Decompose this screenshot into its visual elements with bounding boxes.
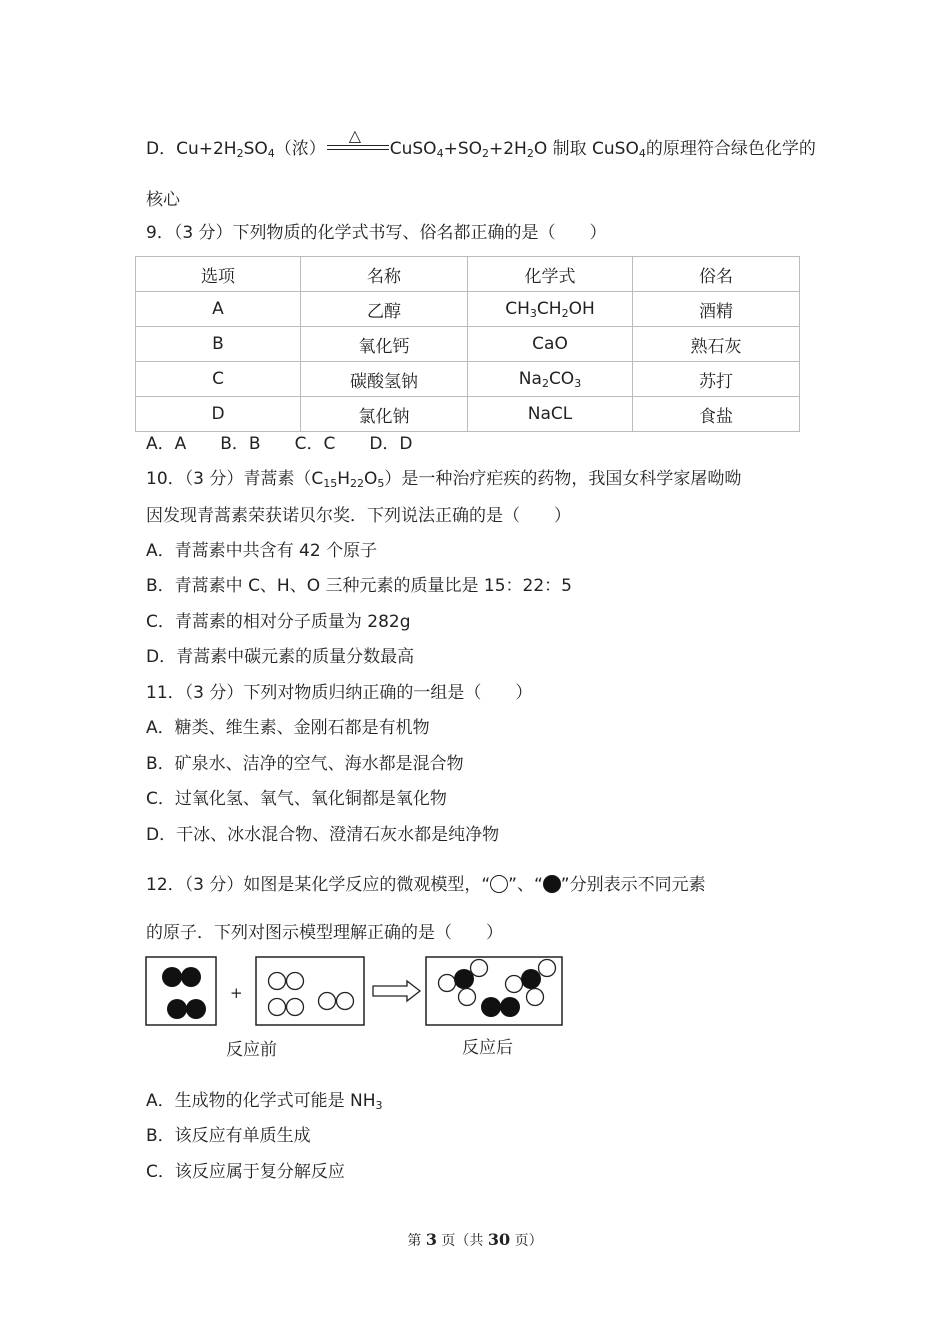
heating-condition-sign	[327, 126, 389, 159]
arrow-icon	[373, 981, 420, 1001]
white-atom-icon	[490, 875, 508, 893]
white-atom	[439, 975, 456, 992]
q9-stem: 9．（3 分）下列物质的化学式书写、俗名都正确的是（ ）	[146, 223, 607, 243]
q11-option-c: C．过氧化氢、氧气、氧化铜都是氧化物	[146, 789, 447, 809]
q10-stem: 10．（3 分）青蒿素$(C_{15}H_{22}O_5)$是一种治疗疟疾的药物，我国女科学家屠呦呦	[146, 469, 742, 490]
q12-stem-line2: 的原子．下列对图示模型理解正确的是（ ）	[146, 923, 503, 943]
table-row: B 氧化钙 CaO 熟石灰	[136, 327, 800, 362]
q11-option-a: A．糖类、维生素、金刚石都是有机物	[146, 718, 430, 738]
page-number: 3	[425, 1230, 437, 1249]
table-header: 名称	[301, 257, 468, 292]
formula-cell: $CH_3CH_2OH$	[468, 292, 633, 327]
q12-option-b: B．该反应有单质生成	[146, 1126, 311, 1146]
white-atom	[337, 993, 354, 1010]
caption-after-reaction: 反应后	[462, 1038, 513, 1058]
table-row: D 氯化钠 NaCL 食盐	[136, 397, 800, 432]
white-atom	[269, 999, 286, 1016]
reaction-model-diagram	[144, 955, 574, 1030]
q10-option-d: D．青蒿素中碳元素的质量分数最高	[146, 647, 415, 667]
q8-option-d: D．$Cu+2H_2SO_4$（浓） △ $CuSO_4+SO_2+2H_2O$ 制取 CuSO$_4$的原理符合绿色化学的	[146, 126, 816, 160]
white-atom	[471, 960, 488, 977]
q10-option-c: C．青蒿素的相对分子质量为 282g	[146, 612, 411, 632]
triangle-icon: △	[348, 126, 362, 145]
plus-sign: +	[230, 984, 243, 1002]
q11-option-d: D．干冰、冰水混合物、澄清石灰水都是纯净物	[146, 825, 500, 845]
q11-stem: 11．（3 分）下列对物质归纳正确的一组是（ ）	[146, 683, 533, 703]
black-atom	[500, 997, 520, 1017]
table-header: 选项	[136, 257, 301, 292]
q11-option-b: B．矿泉水、洁净的空气、海水都是混合物	[146, 754, 464, 774]
q12-stem: 12．（3 分）如图是某化学反应的微观模型，“ ”、“ ”分别表示不同元素	[146, 875, 706, 895]
q10-stem-line2: 因发现青蒿素荣获诺贝尔奖．下列说法正确的是（ ）	[146, 506, 571, 526]
q10-option-b: B．青蒿素中 C、H、O 三种元素的质量比是 15：22：5	[146, 576, 572, 596]
white-atom	[319, 993, 336, 1010]
black-atom	[162, 967, 182, 987]
white-atom	[459, 989, 476, 1006]
black-atom	[481, 997, 501, 1017]
q12-option-c: C．该反应属于复分解反应	[146, 1162, 345, 1182]
black-atom	[521, 969, 541, 989]
table-row: C 碳酸氢钠 $Na_2CO_3$ 苏打	[136, 362, 800, 397]
q8-option-d-line2: 核心	[146, 190, 180, 210]
q9-options: A．A B．B C．C D．D	[146, 434, 413, 454]
q9-table	[135, 256, 800, 432]
table-header: 俗名	[633, 257, 800, 292]
caption-before-reaction: 反应前	[226, 1040, 277, 1060]
page-footer: 第 3 页（共 30 页）	[407, 1230, 543, 1249]
black-atom	[181, 967, 201, 987]
page-total: 30	[487, 1230, 511, 1249]
white-atom	[287, 999, 304, 1016]
table-header-row	[136, 257, 800, 292]
white-atom	[269, 973, 286, 990]
q10-option-a: A．青蒿素中共含有 42 个原子	[146, 541, 378, 561]
table-header: 化学式	[468, 257, 633, 292]
black-atom	[186, 999, 206, 1019]
formula-cell: $Na_2CO_3$	[468, 362, 633, 397]
q12-option-a: A．生成物的化学式可能是 $NH_3$	[146, 1091, 383, 1112]
white-atom	[539, 960, 556, 977]
black-atom	[167, 999, 187, 1019]
white-atom	[506, 976, 523, 993]
white-atom	[287, 973, 304, 990]
table-row: A 乙醇 $CH_3CH_2OH$ 酒精	[136, 292, 800, 327]
black-atom-icon	[543, 875, 561, 893]
white-atom	[527, 989, 544, 1006]
